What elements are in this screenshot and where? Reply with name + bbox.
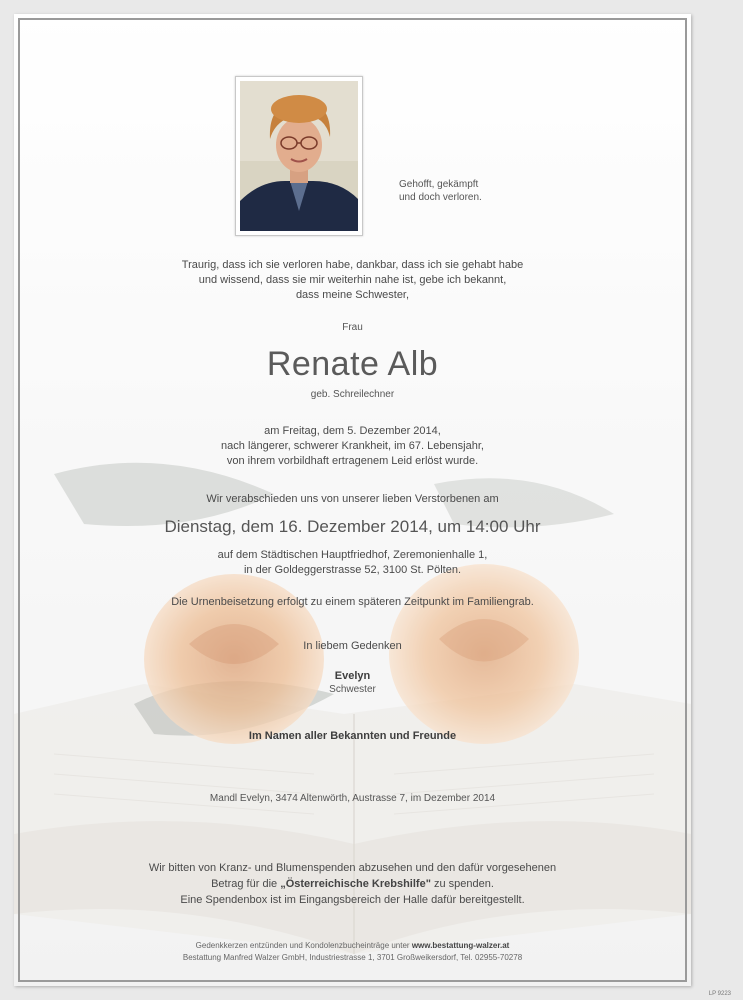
intro-line2: und wissend, dass sie mir weiterhin nahe ist, gebe ich bekannt, — [198, 274, 507, 286]
portrait-frame — [235, 76, 363, 236]
others-mourning: Im Namen aller Bekannten und Freunde — [248, 730, 457, 742]
mourner-name: Evelyn — [334, 670, 371, 682]
memory-heading: In liebem Gedenken — [303, 640, 402, 652]
death-line1: am Freitag, dem 5. Dezember 2014, — [264, 425, 441, 437]
footer-line1-text: Gedenkkerzen entzünden und Kondolenzbucheinträge unter — [195, 941, 412, 950]
website-link[interactable]: www.bestattung-walzer.at — [411, 941, 510, 950]
maiden-name: geb. Schreilechner — [310, 389, 395, 400]
urn-note: Die Urnenbeisetzung erfolgt zu einem späteren Zeitpunkt im Familiengrab. — [171, 596, 534, 608]
salutation: Frau — [342, 322, 363, 333]
obituary-card — [14, 14, 691, 986]
donation-line2-pre: Betrag für die — [211, 878, 281, 890]
donation-line3: Eine Spendenbox ist im Eingangsbereich der Halle dafür bereitgestellt. — [180, 894, 525, 906]
address-line: Mandl Evelyn, 3474 Altenwörth, Austrasse 7, im Dezember 2014 — [209, 793, 496, 804]
charity-name: „Österreichische Krebshilfe" — [280, 878, 431, 890]
deceased-name: Renate Alb — [266, 345, 439, 383]
intro-line1: Traurig, dass ich sie verloren habe, dankbar, dass ich sie gehabt habe — [181, 259, 524, 271]
farewell-date: Dienstag, dem 16. Dezember 2014, um 14:00 Uhr — [164, 517, 541, 536]
footer-line1 — [14, 940, 691, 951]
footer-line2: Bestattung Manfred Walzer GmbH, Industriestrasse 1, 3701 Großweikersdorf, Tel. 02955-70278 — [182, 953, 523, 962]
farewell-place1: auf dem Städtischen Hauptfriedhof, Zeremonienhalle 1, — [217, 549, 488, 561]
motto-line1: Gehofft, gekämpft — [399, 179, 479, 190]
death-line2: nach längerer, schwerer Krankheit, im 67. Lebensjahr, — [221, 440, 484, 452]
mourner-relation: Schwester — [329, 684, 376, 695]
motto — [399, 178, 539, 204]
death-line3: von ihrem vorbildhaft ertragenem Leid erlöst wurde. — [226, 455, 479, 467]
portrait-photo — [240, 81, 358, 231]
farewell-intro: Wir verabschieden uns von unserer lieben Verstorbenen am — [206, 493, 499, 505]
donation-line1: Wir bitten von Kranz- und Blumenspenden abzusehen und den dafür vorgesehenen — [148, 862, 557, 874]
donation-line2 — [14, 877, 691, 891]
motto-line2: und doch verloren. — [399, 192, 482, 203]
farewell-place2: in der Goldeggerstrasse 52, 3100 St. Pölten. — [243, 564, 462, 576]
corner-code: LP 9223 — [708, 991, 731, 997]
intro-line3: dass meine Schwester, — [295, 289, 410, 301]
donation-line2-post: zu spenden. — [430, 878, 494, 890]
